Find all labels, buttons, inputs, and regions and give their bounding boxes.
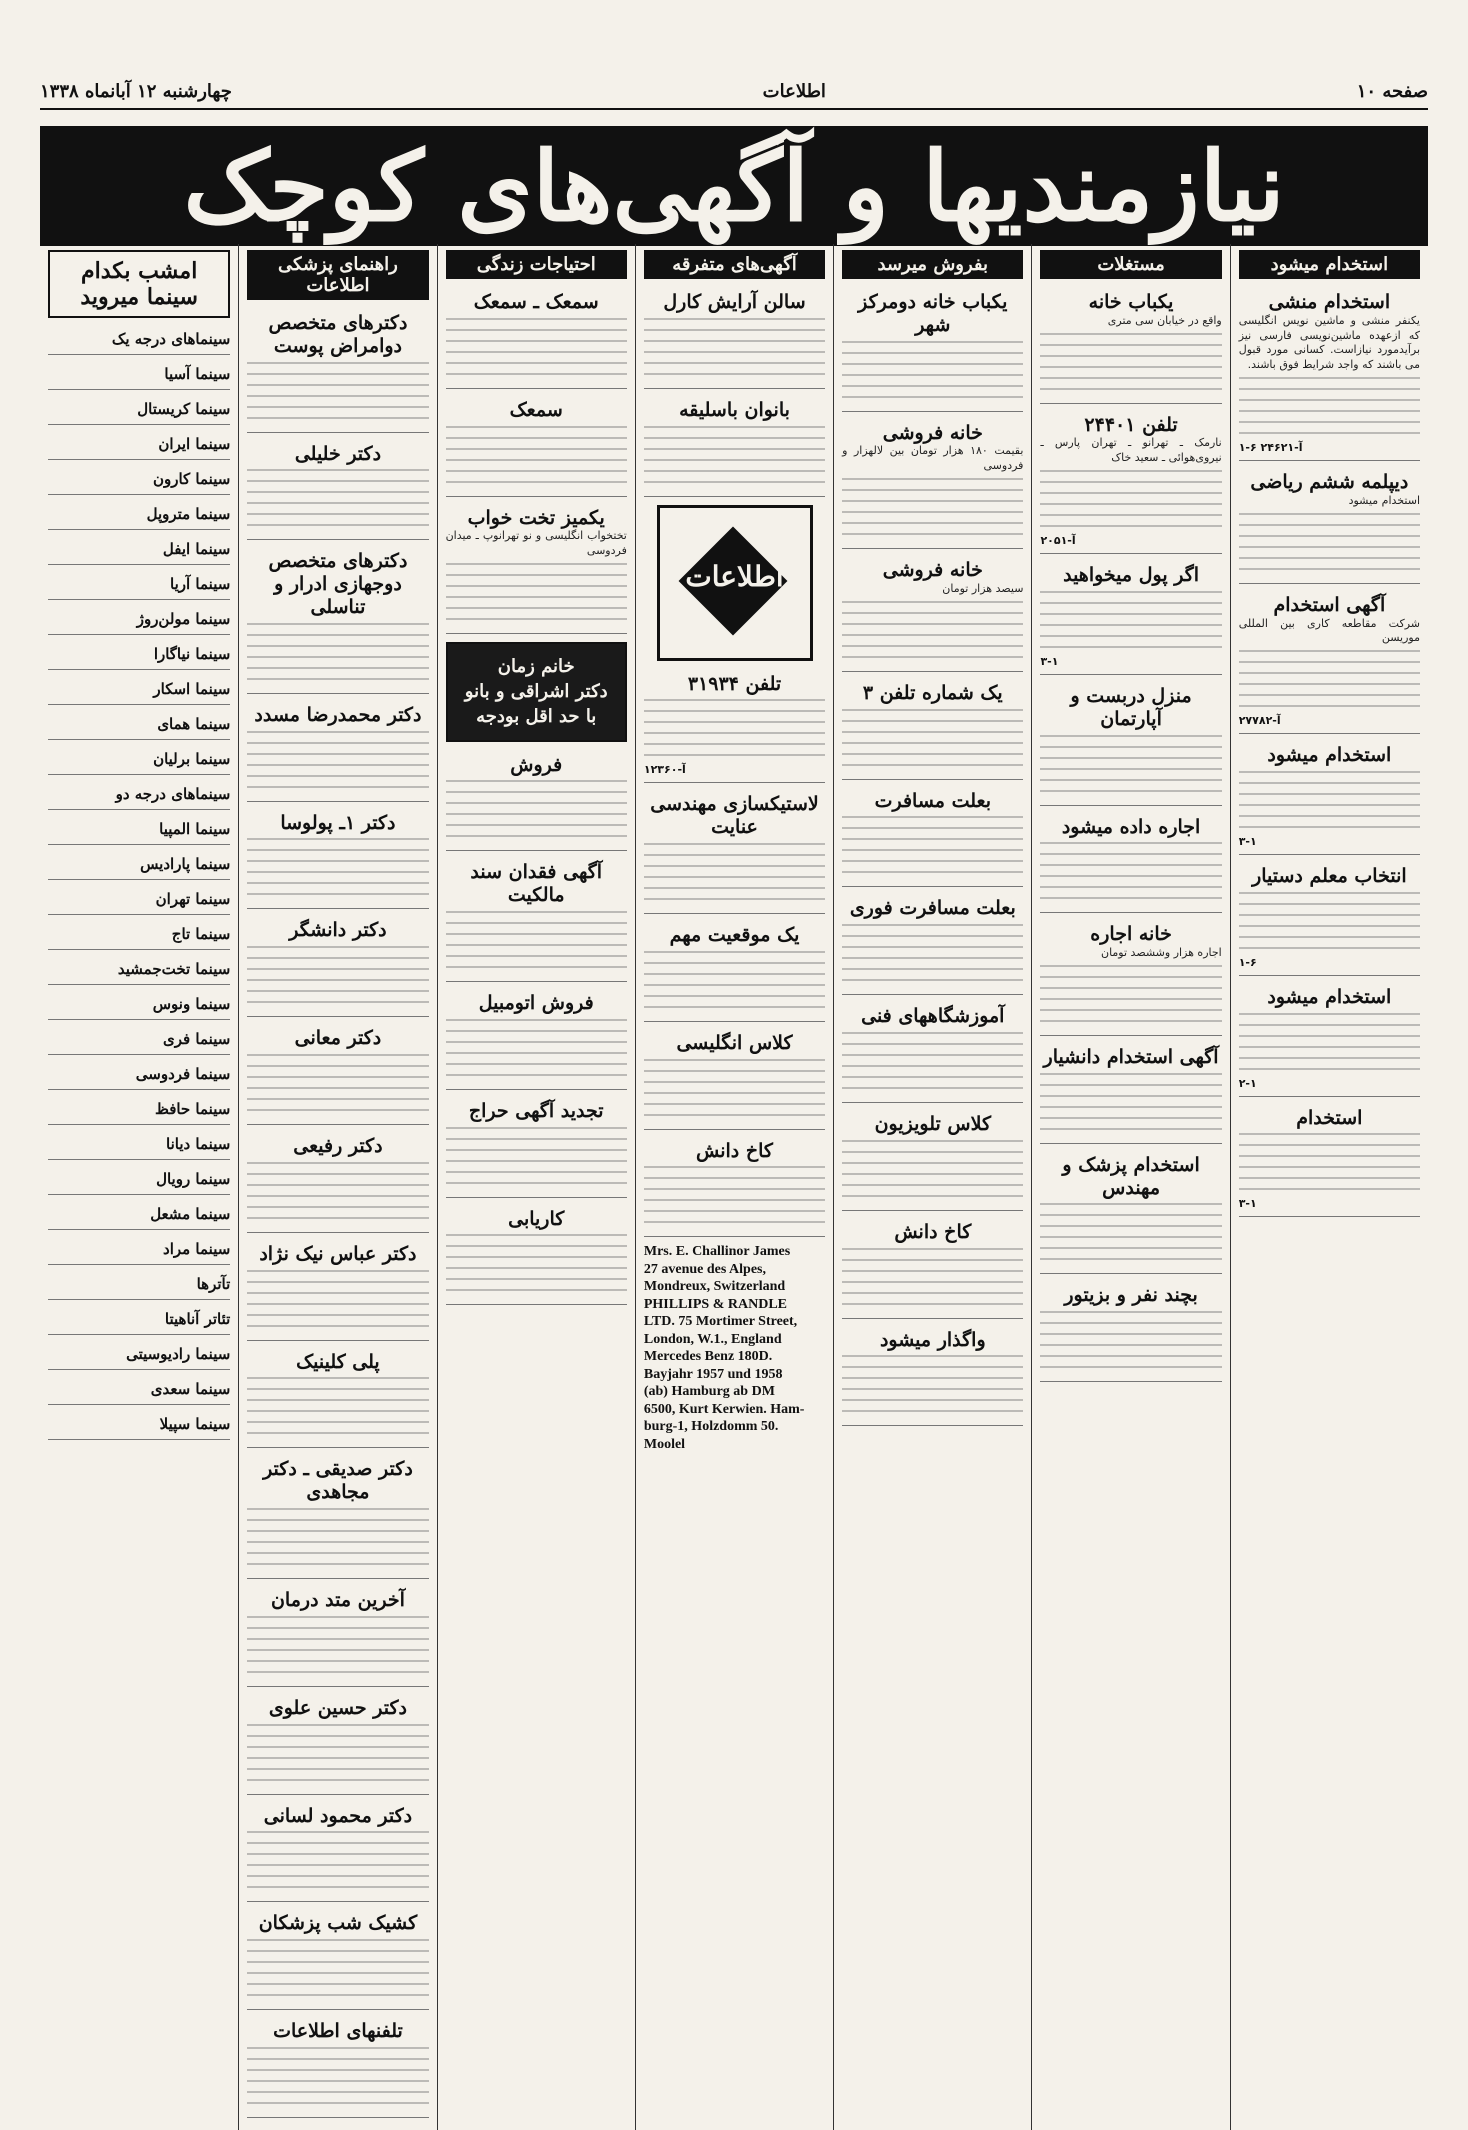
ad-text-block bbox=[1239, 513, 1420, 573]
ad-text-block bbox=[446, 318, 627, 378]
classified-ad bbox=[1040, 560, 1221, 675]
ad-text-block bbox=[644, 318, 825, 378]
ad-title: منزل دربست و آپارتمان bbox=[1070, 684, 1192, 730]
classified-ad bbox=[1040, 1280, 1221, 1382]
ad-reference: آ-۱۲۳۶۰ bbox=[643, 763, 686, 777]
ad-text-block bbox=[247, 362, 428, 422]
classified-ad bbox=[48, 1271, 230, 1300]
ad-body: سیصد هزار تومان bbox=[942, 581, 1024, 595]
classified-ad bbox=[48, 1201, 230, 1230]
ad-title: کاخ دانش bbox=[696, 1139, 773, 1162]
ad-text-block bbox=[644, 1166, 825, 1226]
ad-body: نارمک ـ تهرانو ـ تهران پارس ـ نیروی‌هوائی ـ سعید خاک bbox=[1040, 436, 1222, 465]
classified-ad bbox=[48, 361, 230, 390]
classified-ad bbox=[644, 920, 825, 1022]
classified-ad bbox=[247, 1908, 428, 2010]
ad-title: انتخاب معلم دستیار bbox=[1252, 865, 1407, 888]
ad-title: تآترها bbox=[196, 1275, 231, 1293]
classified-ad bbox=[48, 326, 230, 355]
newspaper-logo bbox=[657, 505, 813, 661]
ad-title: سینما متروپل bbox=[146, 505, 231, 523]
ad-title: تلفن ۳۱۹۳۴ bbox=[687, 672, 782, 695]
ad-title: دکتر معانی bbox=[294, 1027, 382, 1050]
ad-text-block bbox=[1239, 1133, 1420, 1193]
ad-title: دکتر حسین علوی bbox=[268, 1696, 408, 1719]
ad-title: بعلت مسافرت فوری bbox=[849, 897, 1016, 920]
classified-ad bbox=[48, 1306, 230, 1335]
classified-ad bbox=[1239, 590, 1420, 734]
column-7 bbox=[40, 244, 238, 2130]
boxed-advertisement: خانم زمان دکتر اشراقی و بانو با حد اقل بودجه bbox=[446, 642, 627, 742]
classified-ad bbox=[247, 1585, 428, 1687]
classified-ad bbox=[842, 287, 1023, 412]
ad-text-block bbox=[247, 1616, 428, 1676]
column-heading: راهنمای پزشکی اطلاعات bbox=[247, 250, 428, 300]
ad-title: سینما آریا bbox=[170, 575, 231, 593]
ad-text-block bbox=[644, 1059, 825, 1119]
ad-title: استخدام میشود bbox=[1267, 985, 1392, 1008]
ad-title: بانوان باسلیقه bbox=[679, 398, 790, 421]
ad-text-block bbox=[644, 426, 825, 486]
ad-reference: ۳-۱ bbox=[1238, 1197, 1257, 1211]
page-header bbox=[40, 74, 1428, 110]
column-heading: مستغلات bbox=[1040, 250, 1221, 279]
classified-ad bbox=[842, 678, 1023, 780]
classified-ad bbox=[446, 988, 627, 1090]
ad-text-block bbox=[644, 843, 825, 903]
classified-ad bbox=[842, 786, 1023, 888]
ad-title: سمعک ـ سمعک bbox=[473, 291, 599, 313]
classified-ad bbox=[842, 893, 1023, 995]
column-heading: امشب بکدام سینما میروید bbox=[48, 250, 230, 318]
classified-ad bbox=[1239, 982, 1420, 1097]
classified-ad bbox=[247, 808, 428, 910]
classified-ad bbox=[842, 1001, 1023, 1103]
classified-ad bbox=[247, 439, 428, 541]
ad-title: آگهی استخدام دانشیار bbox=[1043, 1045, 1219, 1068]
ad-body: شرکت مقاطعه کاری بین المللی موریسن bbox=[1238, 616, 1420, 645]
classified-ad bbox=[48, 781, 230, 810]
ad-text-block bbox=[1239, 892, 1420, 952]
ad-title: کلاس تلویزیون bbox=[874, 1112, 991, 1135]
classified-ad bbox=[48, 816, 230, 845]
ad-text-block bbox=[1040, 1311, 1221, 1371]
ad-text-block bbox=[247, 1508, 428, 1568]
classified-ad bbox=[48, 921, 230, 950]
classified-ad bbox=[247, 1801, 428, 1903]
ad-text-block bbox=[1040, 842, 1221, 902]
classified-ad bbox=[48, 1341, 230, 1370]
classified-ad bbox=[644, 1028, 825, 1130]
ad-title: خانه فروشی bbox=[882, 421, 983, 444]
classified-ad bbox=[247, 1347, 428, 1449]
classified-ad bbox=[48, 676, 230, 705]
classified-ad bbox=[48, 956, 230, 985]
ad-title: سینما ایفل bbox=[162, 540, 231, 558]
ad-text-block bbox=[842, 1032, 1023, 1092]
ad-title: کلاس انگلیسی bbox=[676, 1031, 793, 1054]
classifieds-banner bbox=[40, 126, 1428, 246]
classified-ad bbox=[247, 1131, 428, 1233]
classified-ad bbox=[1040, 1042, 1221, 1144]
ad-text-block bbox=[842, 478, 1023, 538]
classified-ad bbox=[48, 606, 230, 635]
ad-text-block bbox=[247, 1162, 428, 1222]
classified-ad bbox=[48, 466, 230, 495]
ad-title: لاستیکسازی مهندسی عنایت bbox=[650, 793, 819, 839]
classified-ad bbox=[247, 546, 428, 693]
classified-ad bbox=[446, 857, 627, 982]
ad-reference: ۱-۶ آ-۲۴۶۲۱ bbox=[1238, 441, 1303, 455]
ad-title: سینماهای درجه دو bbox=[115, 785, 231, 803]
classified-ad bbox=[842, 555, 1023, 672]
ad-text-block bbox=[1239, 650, 1420, 710]
ad-text-block bbox=[644, 699, 825, 759]
ad-text-block bbox=[247, 469, 428, 529]
classified-ad bbox=[48, 1131, 230, 1160]
ad-title: سینما دیانا bbox=[166, 1135, 231, 1153]
column-3 bbox=[833, 244, 1031, 2130]
classified-ad bbox=[48, 1376, 230, 1405]
classified-ad bbox=[644, 287, 825, 389]
classified-ad bbox=[247, 1454, 428, 1579]
ad-title: تلفنهای اطلاعات bbox=[273, 2020, 403, 2043]
ad-text-block bbox=[247, 1724, 428, 1784]
ad-title: سینما فری bbox=[163, 1030, 231, 1048]
ad-title: اگر پول میخواهید bbox=[1063, 564, 1200, 587]
ad-text-block bbox=[247, 1377, 428, 1437]
classified-ad bbox=[644, 395, 825, 497]
ad-title: سالن آرایش کارل bbox=[663, 291, 806, 313]
classified-ad bbox=[247, 1693, 428, 1795]
ad-title: سینما نیاگارا bbox=[153, 645, 231, 663]
ad-text-block bbox=[842, 1355, 1023, 1415]
classified-ad bbox=[247, 2016, 428, 2118]
classified-ad bbox=[446, 1096, 627, 1198]
ad-text-block bbox=[446, 911, 627, 971]
ad-title: بعلت مسافرت bbox=[874, 789, 991, 812]
classified-ad bbox=[446, 503, 627, 634]
ad-text-block bbox=[247, 838, 428, 898]
ad-title: یک شماره تلفن ۳ bbox=[862, 681, 1003, 704]
classified-ad bbox=[1040, 919, 1221, 1036]
classified-ad bbox=[48, 1166, 230, 1195]
ad-title: دکتر ۱ـ پولوسا bbox=[280, 811, 396, 834]
classified-ad bbox=[842, 1109, 1023, 1211]
column-heading: بفروش میرسد bbox=[842, 250, 1023, 279]
ad-title: سینما برلیان bbox=[153, 750, 231, 768]
newspaper-name: اطلاعات bbox=[762, 80, 826, 102]
ad-text-block bbox=[842, 709, 1023, 769]
ad-title: سینما رادیوسیتی bbox=[126, 1345, 231, 1363]
ad-title: دکتر محمدرضا مسدد bbox=[254, 703, 422, 726]
ad-text-block bbox=[1040, 470, 1221, 530]
ad-reference: آ-۲۷۷۸۲ bbox=[1238, 714, 1281, 728]
classified-ad bbox=[842, 418, 1023, 549]
ad-title: یکباب خانه دومرکز شهر bbox=[858, 291, 1008, 336]
column-heading: استخدام میشود bbox=[1239, 250, 1420, 279]
classified-ad bbox=[1239, 1103, 1420, 1218]
classified-ad bbox=[1040, 1150, 1221, 1275]
classified-ad bbox=[48, 1236, 230, 1265]
classified-ad bbox=[842, 1325, 1023, 1427]
ad-title: دیپلمه ششم ریاضی bbox=[1250, 471, 1409, 494]
classified-ad bbox=[48, 536, 230, 565]
ad-text-block bbox=[247, 623, 428, 683]
classified-ad bbox=[1040, 410, 1221, 554]
ad-title: سینما اسکار bbox=[153, 680, 231, 698]
classified-ad bbox=[48, 1026, 230, 1055]
ad-title: سینما تهران bbox=[155, 890, 231, 908]
classified-ad bbox=[48, 886, 230, 915]
classified-ad bbox=[842, 1217, 1023, 1319]
ad-text-block bbox=[1040, 1073, 1221, 1133]
classified-ad bbox=[48, 641, 230, 670]
ad-title: دکتر محمود لسانی bbox=[263, 1804, 413, 1827]
ad-title: سینما پارادیس bbox=[140, 855, 231, 873]
ad-text-block bbox=[247, 946, 428, 1006]
ad-text-block bbox=[446, 1019, 627, 1079]
column-heading: احتیاجات زندگی bbox=[446, 250, 627, 279]
classified-ad bbox=[48, 571, 230, 600]
column-5 bbox=[437, 244, 635, 2130]
ad-title: دکتر خلیلی bbox=[294, 442, 382, 465]
ad-title: تلفن ۲۴۴۰۱ bbox=[1084, 413, 1178, 436]
classified-ad bbox=[48, 431, 230, 460]
ad-title: دکتر صدیقی ـ دکتر مجاهدی bbox=[263, 1458, 413, 1504]
ad-title: فروش اتومبیل bbox=[478, 992, 594, 1015]
ad-title: آموزشگاههای فنی bbox=[861, 1005, 1005, 1028]
ad-title: دکترهای متخصص دوجهازی ادرار و تناسلی bbox=[268, 550, 408, 618]
classified-ad bbox=[48, 501, 230, 530]
column-4 bbox=[635, 244, 833, 2130]
ad-text-block bbox=[247, 1831, 428, 1891]
ad-text-block bbox=[842, 601, 1023, 661]
ad-title: سینما مولن‌روژ bbox=[136, 610, 231, 628]
ad-title: استخدام bbox=[1296, 1106, 1363, 1129]
ad-title: سینما کارون bbox=[152, 470, 231, 488]
classified-ad bbox=[48, 1061, 230, 1090]
ad-reference: ۳-۱ bbox=[1040, 654, 1059, 668]
ad-title: یک موقعیت مهم bbox=[669, 923, 800, 946]
ad-title: کشیک شب پزشکان bbox=[258, 1912, 418, 1935]
classified-ad bbox=[48, 746, 230, 775]
ad-title: فروش bbox=[510, 753, 563, 776]
classified-ad bbox=[1239, 861, 1420, 976]
ad-title: سمعک bbox=[509, 398, 563, 421]
classified-ad bbox=[446, 287, 627, 389]
classified-ad bbox=[446, 750, 627, 852]
ad-text-block bbox=[842, 341, 1023, 401]
ad-text-block bbox=[1040, 1203, 1221, 1263]
ad-title: سینما سپیلا bbox=[159, 1415, 231, 1433]
ad-text-block bbox=[247, 1054, 428, 1114]
column-6 bbox=[238, 244, 436, 2130]
ad-title: سینما مشعل bbox=[150, 1205, 231, 1223]
ad-text-block bbox=[1040, 965, 1221, 1025]
ad-body: اجاره هزار وششصد تومان bbox=[1100, 946, 1222, 960]
ad-reference: ۳-۱ bbox=[1238, 835, 1257, 849]
ad-title: آگهی فقدان سند مالکیت bbox=[470, 861, 603, 907]
ad-title: دکترهای متخصص دوامراض پوست bbox=[268, 312, 408, 357]
ad-title: یکمیز تخت خواب bbox=[467, 506, 605, 529]
ad-title: واگذار میشود bbox=[879, 1328, 986, 1351]
classified-ad bbox=[1239, 287, 1420, 461]
ad-title: سینما حافظ bbox=[154, 1100, 231, 1118]
ad-text-block bbox=[446, 1127, 627, 1187]
ad-title: کاخ دانش bbox=[894, 1220, 972, 1243]
ad-text-block bbox=[842, 816, 1023, 876]
ad-title: آگهی استخدام bbox=[1273, 593, 1386, 616]
ad-text-block bbox=[1040, 591, 1221, 651]
ad-title: تئاتر آناهیتا bbox=[164, 1310, 231, 1328]
classified-ad bbox=[644, 789, 825, 914]
ad-title: سینما فردوسی bbox=[135, 1065, 231, 1083]
ad-text-block bbox=[842, 1248, 1023, 1308]
ad-title: سینما همای bbox=[157, 715, 231, 733]
ad-text-block bbox=[644, 951, 825, 1011]
ad-body: بقیمت ۱۸۰ هزار تومان بین لالهزار و فردوسی bbox=[842, 444, 1024, 473]
ad-title: استخدام میشود bbox=[1267, 744, 1392, 767]
classified-ad bbox=[48, 851, 230, 880]
ad-text-block bbox=[446, 1234, 627, 1294]
ad-title: سینما سعدی bbox=[150, 1380, 231, 1398]
ad-text-block bbox=[1239, 771, 1420, 831]
ad-body: واقع در خیابان سی متری bbox=[1107, 313, 1222, 327]
ad-reference: ۲-۱ bbox=[1238, 1076, 1257, 1090]
ad-title: خانه اجاره bbox=[1090, 923, 1172, 946]
column-heading: آگهی‌های متفرقه bbox=[644, 250, 825, 279]
ad-title: آخرین متد درمان bbox=[270, 1588, 405, 1611]
classified-ad bbox=[247, 1023, 428, 1125]
ad-title: کاریابی bbox=[508, 1207, 565, 1230]
ad-text-block bbox=[247, 2047, 428, 2107]
ad-title: سینما ایران bbox=[158, 435, 231, 453]
classified-ad bbox=[644, 669, 825, 784]
ad-title: یکباب خانه bbox=[1088, 291, 1174, 313]
ad-title: بچند نفر و بزیتور bbox=[1064, 1284, 1198, 1307]
ad-text-block bbox=[1239, 377, 1420, 437]
ad-title: دکتر عباس نیک نژاد bbox=[259, 1242, 417, 1265]
ad-title: سینما ونوس bbox=[152, 995, 231, 1013]
ad-text-block bbox=[1040, 735, 1221, 795]
ad-title: سینما رویال bbox=[156, 1170, 231, 1188]
classified-ad bbox=[1040, 812, 1221, 914]
ad-text-block bbox=[247, 1270, 428, 1330]
ad-title: تجدید آگهی حراج bbox=[468, 1099, 604, 1122]
logo-word: اطلاعات bbox=[685, 559, 784, 593]
ad-title: دکتر رفیعی bbox=[293, 1134, 383, 1157]
classified-ad bbox=[48, 991, 230, 1020]
ad-text-block bbox=[1040, 333, 1221, 393]
page-number: صفحه ۱۰ bbox=[1356, 80, 1428, 102]
ad-text-block bbox=[446, 780, 627, 840]
ad-reference: ۱-۶ bbox=[1238, 955, 1257, 969]
ad-title: سینما المپیا bbox=[159, 820, 231, 838]
classified-ad bbox=[1239, 740, 1420, 855]
ad-reference: آ-۲۰۵۱ bbox=[1040, 534, 1076, 548]
classified-ad bbox=[48, 396, 230, 425]
ad-title: اجاره داده میشود bbox=[1061, 815, 1201, 838]
ad-title: سینما آسیا bbox=[164, 365, 231, 383]
ad-text-block bbox=[446, 563, 627, 623]
ad-body: یکنفر منشی و ماشین نویس انگلیسی که ازعهده ماشین‌نویسی فارسی نیز برآیدمورد نیازاست. کسانی مورد قبول می باشند که واجد شرایط فوق باشند. bbox=[1238, 313, 1420, 372]
ad-body: استخدام میشود bbox=[1348, 493, 1420, 507]
latin-addresses: Mrs. E. Challinor James 27 avenue des Alpes, Mondreux, Switzerland PHILLIPS & RANDLE LTD. 75 Mortimer Street, London, W.1., England Mercedes Benz 180D. Bayjahr 1957 und 1958 (ab) Hamburg ab DM 6500, Kurt Kerwien. Ham- burg-1, Holzdomm 50. Moolel bbox=[643, 1244, 805, 1452]
column-1 bbox=[1230, 244, 1428, 2130]
column-2 bbox=[1031, 244, 1229, 2130]
classified-ad bbox=[644, 1136, 825, 1238]
ad-text-block bbox=[446, 426, 627, 486]
classified-ad bbox=[1040, 681, 1221, 806]
classified-ad bbox=[446, 1204, 627, 1306]
classified-ad bbox=[247, 1239, 428, 1341]
ad-title: سینما تاج bbox=[171, 925, 231, 943]
ad-title: پلی کلینیک bbox=[296, 1350, 380, 1373]
ad-text-block bbox=[842, 1140, 1023, 1200]
ad-title: سینما تخت‌جمشید bbox=[117, 960, 231, 978]
banner-title: نیازمندیها و آگهی‌های کوچک bbox=[183, 129, 1285, 243]
ad-text-block bbox=[1239, 1013, 1420, 1073]
ad-title: دکتر دانشگر bbox=[289, 919, 387, 942]
ad-text-block bbox=[247, 731, 428, 791]
classified-ad bbox=[446, 395, 627, 497]
classified-ad bbox=[1239, 467, 1420, 584]
ad-title: استخدام پزشک و مهندس bbox=[1062, 1153, 1200, 1199]
ad-title: سینماهای درجه یک bbox=[111, 330, 231, 348]
ad-title: سینما مراد bbox=[163, 1240, 231, 1258]
classified-ad bbox=[247, 700, 428, 802]
ad-text-block bbox=[842, 924, 1023, 984]
classified-ad bbox=[247, 915, 428, 1017]
ad-title: خانه فروشی bbox=[882, 559, 983, 582]
ad-body: تختخواب انگلیسی و نو تهرانوپ ـ میدان فردوسی bbox=[445, 529, 627, 558]
ad-text-block bbox=[247, 1939, 428, 1999]
classified-ad bbox=[48, 1096, 230, 1125]
classified-ad bbox=[247, 308, 428, 433]
issue-date: چهارشنبه ۱۲ آبانماه ۱۳۳۸ bbox=[40, 80, 232, 102]
classified-ad bbox=[48, 711, 230, 740]
classified-ad bbox=[48, 1411, 230, 1440]
ad-title: سینما کریستال bbox=[137, 400, 231, 418]
columns-grid bbox=[40, 244, 1428, 2043]
classified-ad bbox=[1040, 287, 1221, 404]
ad-title: استخدام منشی bbox=[1268, 291, 1391, 313]
